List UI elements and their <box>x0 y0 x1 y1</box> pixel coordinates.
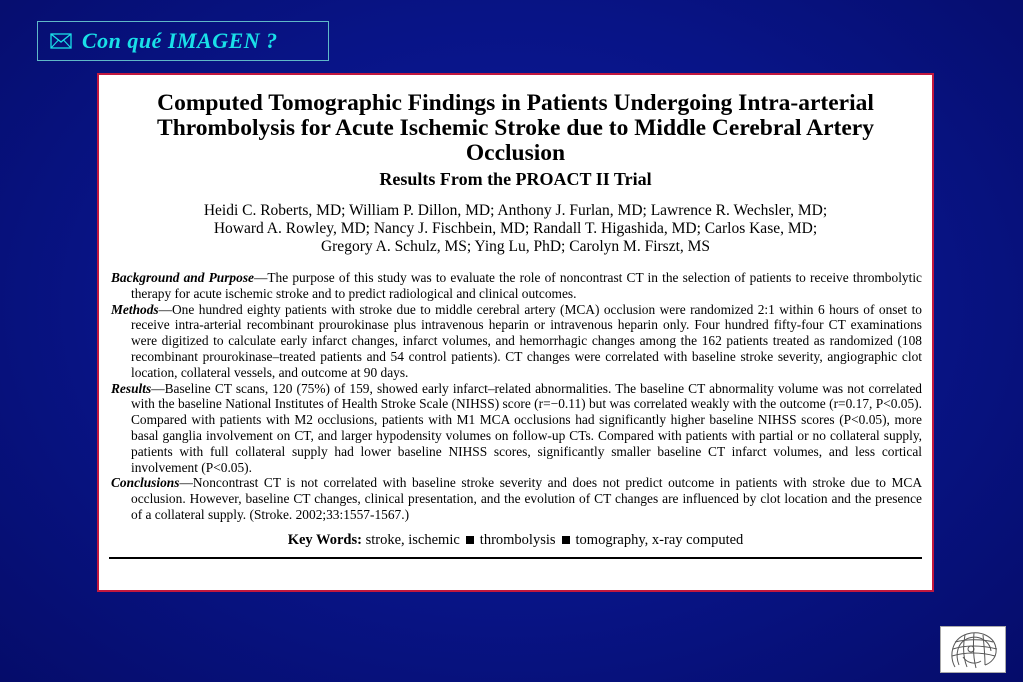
abstract-methods <box>111 302 922 381</box>
keyword: thrombolysis <box>479 531 556 548</box>
slide-header-box <box>37 21 329 61</box>
author-line: Heidi C. Roberts, MD; William P. Dillon, MD; Anthony J. Furlan, MD; Lawrence R. Wechsler, MD; <box>203 202 828 219</box>
abstract-text: —One hundred eighty patients with stroke due to middle cerebral artery (MCA) occlusion were randomized 2:1 within 6 hours of onset to receive intra-arterial recombinant prourokinase plus intravenous heparin or intravenous heparin only. Four hundred fifty-four CT examinations were digitized to calculate early infarct changes, infarct volumes, and hemorrhagic changes among the 162 patients treated as randomized (108 recombinant prourokinase–treated patients and 54 control patients). CT changes were correlated with baseline stroke severity, angiographic clot location, collateral vessels, and outcome at 90 days. <box>131 301 922 380</box>
abstract-background <box>111 270 922 302</box>
abstract-text: —Noncontrast CT is not correlated with baseline stroke severity and does not predict outcome in patients with stroke due to MCA occlusion. However, baseline CT changes, clinical presentation, and the evolution of CT changes are influenced by clot location and the presence of a collateral supply. (Stroke. 2002;33:1557-1567.) <box>131 475 922 522</box>
slide-header-title: Con qué IMAGEN ? <box>82 28 278 53</box>
abstract-label: Background and Purpose <box>111 270 254 285</box>
envelope-icon <box>50 33 72 49</box>
paper-abstract <box>109 270 922 523</box>
bullet-square-icon <box>562 536 570 544</box>
abstract-label: Results <box>111 380 152 396</box>
paper-abstract-image <box>97 73 934 592</box>
paper-authors <box>109 202 922 256</box>
paper-subtitle: Results From the PROACT II Trial <box>379 169 652 189</box>
keywords-label: Key Words: <box>287 531 362 548</box>
author-line: Howard A. Rowley, MD; Nancy J. Fischbein, MD; Randall T. Higashida, MD; Carlos Kase, MD; <box>213 220 818 237</box>
abstract-label: Conclusions <box>111 475 180 491</box>
abstract-text: —The purpose of this study was to evaluate the role of noncontrast CT in the selection of patients to receive thrombolytic therapy for acute ischemic stroke and to predict radiological and clinical outcomes. <box>131 270 923 301</box>
bullet-square-icon <box>466 536 474 544</box>
abstract-conclusions <box>111 475 922 522</box>
abstract-results <box>111 381 922 476</box>
head-logo-icon <box>940 626 1006 673</box>
author-line: Gregory A. Schulz, MS; Ying Lu, PhD; Carolyn M. Firszt, MS <box>320 238 711 255</box>
paper-keywords <box>109 532 922 549</box>
paper-title: Computed Tomographic Findings in Patients Undergoing Intra-arterial Thrombolysis for Acute Ischemic Stroke due to Middle Cerebral Artery Occlusion <box>157 90 874 166</box>
bottom-rule-divider <box>109 557 922 559</box>
abstract-text: —Baseline CT scans, 120 (75%) of 159, showed early infarct–related abnormalities. The baseline CT abnormality volume was not correlated with the baseline National Institutes of Health Stroke Scale (NIHSS) score (r=−0.11) but was correlated weakly with the outcome (r=0.17, P<0.05). Compared with patients with M2 occlusions, patients with M1 MCA occlusions had significantly higher baseline NIHSS scores (P<0.05), more basal ganglia involvement on CT, and larger hypodensity volumes on follow-up CTs. Compared with patients with partial or no collateral supply, patients with full collateral supply had lower baseline NIHSS scores, significantly smaller baseline CT infarct volumes, and less cortical involvement (P<0.05). <box>131 380 922 475</box>
keyword: tomography, x-ray computed <box>575 531 744 548</box>
abstract-label: Methods <box>111 301 159 317</box>
keyword: stroke, ischemic <box>365 531 460 548</box>
